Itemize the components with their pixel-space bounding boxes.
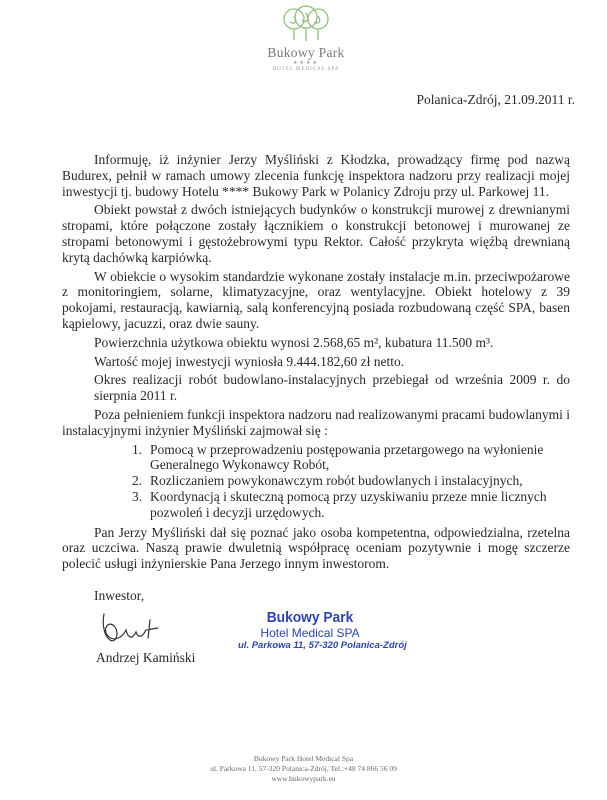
footer-address: ul. Parkowa 11, 57-320 Polanica-Zdrój, Tel.:+48 74 866 56 09: [210, 764, 397, 773]
stamp-subtitle: Hotel Medical SPA: [260, 626, 360, 640]
footer-website: www.bukowypark.eu: [271, 774, 336, 783]
list-item-text: Rozliczaniem powykonawczym robót budowlanych i instalacyjnych,: [150, 473, 523, 489]
footer-company: Bukowy Park Hotel Medical Spa: [253, 754, 354, 763]
list-item-number: 2.: [132, 473, 143, 489]
stamp-name: Bukowy Park: [266, 610, 354, 626]
investor-label: Inwestor,: [94, 588, 145, 603]
logo-tagline: HOTEL MEDICAL SPA: [272, 67, 340, 72]
paragraph-value: Wartość mojej inwestycji wyniosła 9.444.182,60 zł netto.: [94, 353, 405, 369]
company-stamp: [238, 610, 407, 651]
paragraph-intro: Informuję, iż inżynier Jerzy Myśliński z Kłodzka, prowadzący firmę pod nazwą Budurex, pełnił w ramach umowy zlecenia funkcję inspektora nadzoru przy realizacji mojej inwestycji tj. budowy Hotelu **** Bukowy Park w Polanicy Zdroju przy ul. Parkowej 11.: [62, 152, 570, 199]
trees-logo-icon: [278, 4, 334, 44]
paragraph-installations: W obiekcie o wysokim standardzie wykonane zostały instalacje m.in. przeciwpożarowe z monitoringiem, solarne, klimatyzacyjne, oraz wentylacyjne. Obiekt hotelowy z 39 pokojami, restauracją, kawiarnią, salą konferencyjną posiada rozbudowaną część SPA, basen kąpielowy, jacuzzi, oraz dwie sauny.: [62, 268, 570, 331]
list-item-number: 1.: [132, 441, 143, 457]
paragraph-duties: Poza pełnieniem funkcji inspektora nadzoru nad realizowanymi pracami budowlanymi i instalacyjnymi inżynier Myśliński zajmował się :: [62, 406, 570, 438]
logo-stars: ★★★★: [293, 61, 319, 66]
duties-list: [62, 442, 570, 521]
logo-brand: Bukowy Park: [267, 45, 345, 60]
letter-body: [62, 152, 570, 575]
letter-date: Polanica-Zdrój, 21.09.2011 r.: [416, 92, 575, 107]
list-item: [62, 489, 566, 521]
list-item: [62, 473, 566, 489]
handwritten-signature-icon: [98, 610, 178, 650]
paragraph-building: Obiekt powstał z dwóch istniejących budynków o konstrukcji murowej z drewnianymi stropami, które połączone zostały łącznikiem o konstrukcji betonowej i murowanej ze stropami betonowymi i gęstożebrowymi typu Rektor. Całość przykryta więźbą drewnianą krytą dachówką karpiówką.: [62, 202, 570, 265]
hotel-logo: [250, 4, 362, 73]
list-item-number: 3.: [132, 488, 143, 504]
list-item-text: Koordynacją i skuteczną pomocą przy uzyskiwaniu przeze mnie licznych pozwoleń i decyzji urzędowych.: [150, 488, 547, 520]
paragraph-closing: Pan Jerzy Myśliński dał się poznać jako osoba kompetentna, odpowiedzialna, rzetelna oraz uczciwa. Naszą prawie dwuletnią współpracę oceniam pozytywnie i mogę szczerze polecić usługi inżynierskie Pana Jerzego innym inwestorom.: [62, 524, 570, 572]
stamp-address: ul. Parkowa 11, 57-320 Polanica-Zdrój: [238, 640, 407, 651]
list-item: [62, 442, 566, 474]
paragraph-area: Powierzchnia użytkowa obiektu wynosi 2.568,65 m², kubatura 11.500 m³.: [94, 334, 494, 350]
signer-name: Andrzej Kamiński: [96, 650, 196, 665]
list-item-text: Pomocą w przeprowadzeniu postępowania przetargowego na wyłonienie Generalnego Wykonawcy Robót,: [150, 441, 544, 473]
letter-footer: [0, 754, 607, 784]
paragraph-period: Okres realizacji robót budowlano-instalacyjnych przebiegał od września 2009 r. do sierpnia 2011 r.: [94, 372, 570, 404]
